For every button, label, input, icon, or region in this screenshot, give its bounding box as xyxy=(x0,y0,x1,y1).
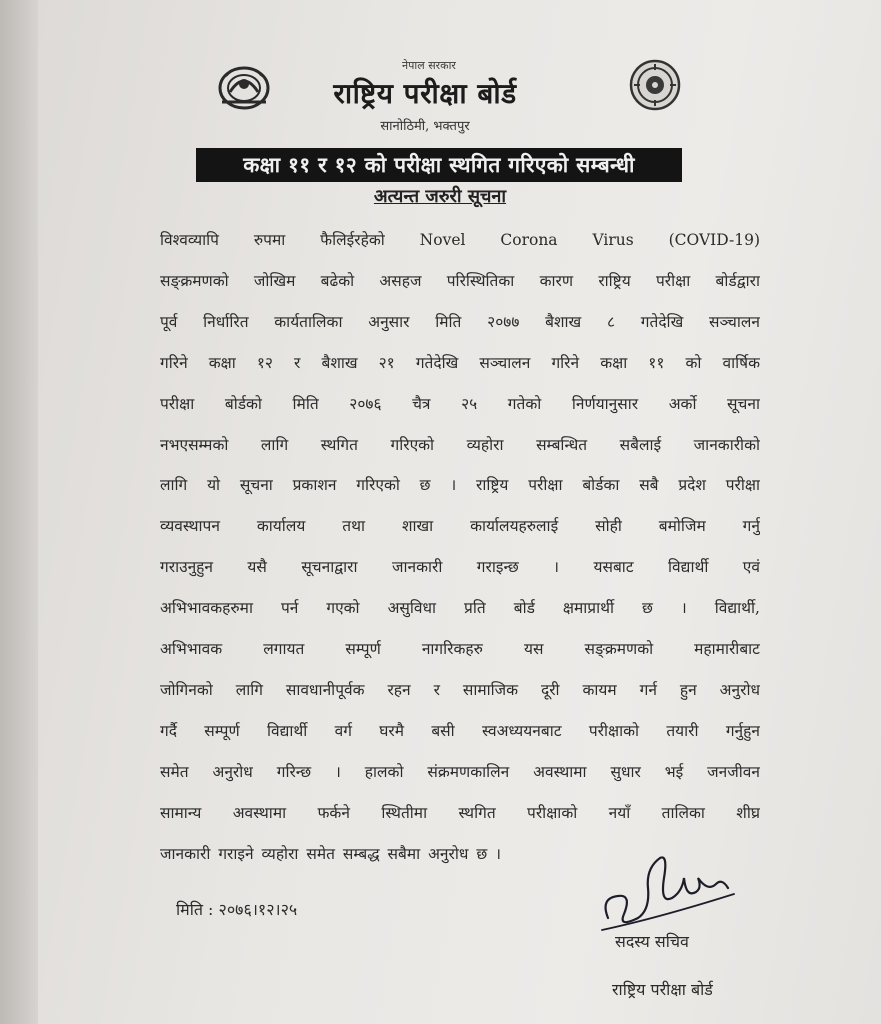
board-seal-icon xyxy=(628,58,682,112)
notice-line: जोगिनको लागि सावधानीपूर्वक रहन र सामाजिक दूरी कायम गर्न हुन अनुरोध xyxy=(160,680,760,699)
notice-line: नभएसम्मको लागि स्थगित गरिएको व्यहोरा सम्बन्धित सबैलाई जानकारीको xyxy=(160,435,760,454)
signature-image xyxy=(598,848,738,940)
notice-date: मिति : २०७६।१२।२५ xyxy=(176,900,298,919)
signatory-title: सदस्य सचिव xyxy=(615,932,689,951)
notice-line: गरिने कक्षा १२ र बैशाख २१ गतेदेखि सञ्चालन गरिने कक्षा ११ को वार्षिक xyxy=(160,353,760,372)
notice-line: समेत अनुरोध गरिन्छ । हालको संक्रमणकालिन अवस्थामा सुधार भई जनजीवन xyxy=(160,762,760,781)
notice-subtitle: अत्यन्त जरुरी सूचना xyxy=(373,186,507,207)
signatory-organization: राष्ट्रिय परीक्षा बोर्ड xyxy=(612,980,713,999)
notice-line: गर्दै सम्पूर्ण विद्यार्थी वर्ग घरमै बसी स्वअध्ययनबाट परीक्षाको तयारी गर्नुहुन xyxy=(160,721,760,740)
notice-line: विश्वव्यापि रुपमा फैलिईरहेको Novel Corona Virus (COVID-19) xyxy=(160,231,760,249)
notice-line: सङ्क्रमणको जोखिम बढेको असहज परिस्थितिका कारण राष्ट्रिय परीक्षा बोर्डद्वारा xyxy=(160,271,760,290)
notice-line: पूर्व निर्धारित कार्यतालिका अनुसार मिति २०७७ बैशाख ८ गतेदेखि सञ्चालन xyxy=(160,312,760,331)
notice-line: सामान्य अवस्थामा फर्कने स्थितीमा स्थगित परीक्षाको नयाँ तालिका शीघ्र xyxy=(160,803,760,822)
notice-line: गराउनुहुन यसै सूचनाद्वारा जानकारी गराइन्छ । यसबाट विद्यार्थी एवं xyxy=(160,558,760,577)
notice-line: व्यवस्थापन कार्यालय तथा शाखा कार्यालयहरुलाई सोही बमोजिम गर्नु xyxy=(160,517,760,536)
notice-title-banner: कक्षा ११ र १२ को परीक्षा स्थगित गरिएको सम्बन्धी xyxy=(196,148,682,182)
notice-line: जानकारी गराइने व्यहोरा समेत सम्बद्ध सबैमा अनुरोध छ । xyxy=(160,844,502,863)
board-name: राष्ट्रिय परीक्षा बोर्ड xyxy=(333,77,517,110)
nepal-coat-of-arms-icon xyxy=(216,62,272,112)
notice-line: लागि यो सूचना प्रकाशन गरिएको छ । राष्ट्रिय परीक्षा बोर्डका सबै प्रदेश परीक्षा xyxy=(160,476,760,495)
board-location: सानोठिमी, भक्तपुर xyxy=(380,119,470,134)
notice-body xyxy=(160,220,760,875)
notice-line: अभिभावक लगायत सम्पूर्ण नागरिकहरु यस सङ्क्रमणको महामारीबाट xyxy=(160,640,760,659)
page-fold-shadow xyxy=(0,0,38,1024)
notice-line: अभिभावकहरुमा पर्न गएको असुविधा प्रति बोर्ड क्षमाप्रार्थी छ । विद्यार्थी, xyxy=(160,599,760,618)
government-label: नेपाल सरकार xyxy=(402,59,456,72)
notice-line: परीक्षा बोर्डको मिति २०७६ चैत्र २५ गतेको निर्णयानुसार अर्को सूचना xyxy=(160,394,760,413)
